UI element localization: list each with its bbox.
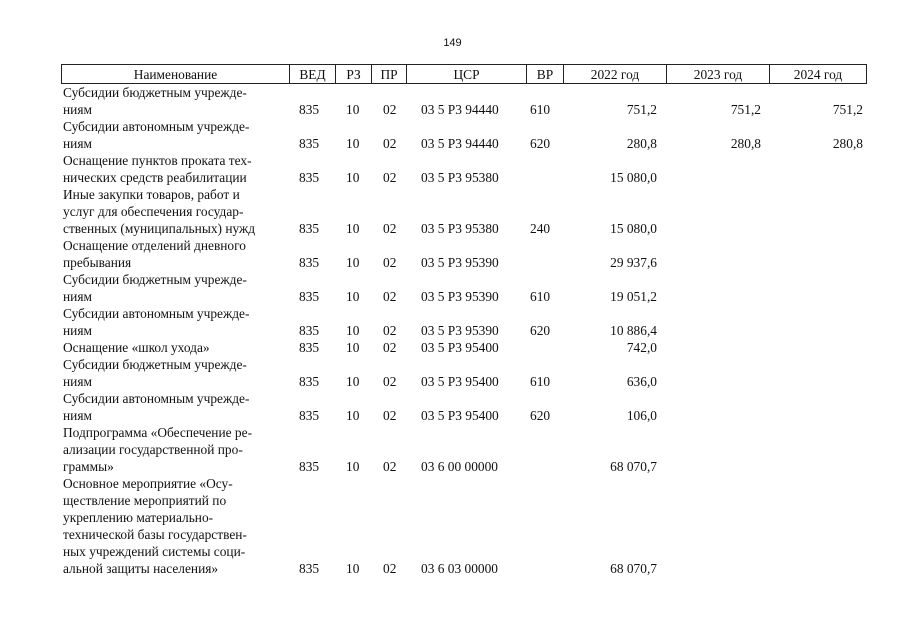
row-name: Оснащение пунктов проката тех- нических средств реабилитации — [63, 153, 252, 185]
row-name: Оснащение отделений дневного пребывания — [63, 238, 246, 270]
row-name: Основное мероприятие «Осу- ществление мероприятий по укреплению материально- технической базы государствен- ных учреждений системы соци- альной защиты населения» — [63, 476, 247, 576]
row-name: Субсидии бюджетным учрежде- ниям — [63, 272, 247, 304]
header-rz: РЗ — [335, 65, 371, 83]
table-row — [0, 152, 905, 186]
cell-y2022: 68 070,7 — [610, 459, 657, 474]
cell-rz: 10 — [346, 170, 360, 185]
cell-pr: 02 — [383, 340, 397, 355]
cell-y2022: 68 070,7 — [610, 561, 657, 576]
header-name: Наименование — [61, 65, 289, 83]
cell-y2022: 106,0 — [626, 408, 657, 423]
cell-pr: 02 — [383, 170, 397, 185]
cell-ved: 835 — [299, 323, 320, 338]
cell-csr: 03 5 Р3 94440 — [421, 136, 499, 151]
row-name: Субсидии бюджетным учрежде- ниям — [63, 357, 247, 389]
table-body — [0, 84, 905, 577]
cell-rz: 10 — [346, 459, 360, 474]
header-2023: 2023 год — [666, 65, 769, 83]
row-name: Подпрограмма «Обеспечение ре- ализации государственной про- граммы» — [63, 425, 253, 474]
cell-vr: 240 — [530, 221, 551, 236]
table-row — [0, 237, 905, 271]
cell-rz: 10 — [346, 289, 360, 304]
header-vr: ВР — [526, 65, 563, 83]
cell-y2022: 19 051,2 — [610, 289, 657, 304]
cell-csr: 03 5 Р3 95400 — [421, 340, 499, 355]
header-2024: 2024 год — [769, 65, 867, 83]
cell-csr: 03 5 Р3 95380 — [421, 170, 499, 185]
table-row — [0, 475, 905, 577]
cell-pr: 02 — [383, 136, 397, 151]
cell-y2022: 15 080,0 — [610, 170, 657, 185]
table-row — [0, 390, 905, 424]
cell-ved: 835 — [299, 170, 320, 185]
cell-ved: 835 — [299, 374, 320, 389]
cell-rz: 10 — [346, 408, 360, 423]
cell-pr: 02 — [383, 323, 397, 338]
cell-y2022: 636,0 — [626, 374, 657, 389]
cell-ved: 835 — [299, 340, 320, 355]
table-row — [0, 271, 905, 305]
cell-csr: 03 5 Р3 95400 — [421, 408, 499, 423]
cell-pr: 02 — [383, 408, 397, 423]
cell-ved: 835 — [299, 221, 320, 236]
header-csr: ЦСР — [406, 65, 526, 83]
cell-csr: 03 6 03 00000 — [421, 561, 498, 576]
row-name: Оснащение «школ ухода» — [63, 340, 210, 355]
header-2022: 2022 год — [563, 65, 666, 83]
cell-y2023: 751,2 — [730, 102, 761, 117]
cell-rz: 10 — [346, 255, 360, 270]
cell-ved: 835 — [299, 102, 320, 117]
row-name: Субсидии автономным учрежде- ниям — [63, 119, 250, 151]
cell-y2022: 742,0 — [626, 340, 657, 355]
cell-csr: 03 5 Р3 95390 — [421, 255, 499, 270]
table-row — [0, 84, 905, 118]
row-name: Субсидии автономным учрежде- ниям — [63, 391, 250, 423]
row-name: Субсидии бюджетным учрежде- ниям — [63, 85, 247, 117]
header-pr: ПР — [371, 65, 406, 83]
cell-ved: 835 — [299, 255, 320, 270]
table-row — [0, 305, 905, 339]
cell-y2022: 10 886,4 — [610, 323, 657, 338]
cell-vr: 620 — [530, 136, 551, 151]
cell-rz: 10 — [346, 136, 360, 151]
cell-vr: 610 — [530, 102, 551, 117]
table-row — [0, 186, 905, 237]
cell-pr: 02 — [383, 255, 397, 270]
cell-ved: 835 — [299, 459, 320, 474]
cell-vr: 610 — [530, 374, 551, 389]
cell-pr: 02 — [383, 289, 397, 304]
table-row — [0, 356, 905, 390]
row-name: Субсидии автономным учрежде- ниям — [63, 306, 250, 338]
cell-rz: 10 — [346, 340, 360, 355]
cell-csr: 03 5 Р3 94440 — [421, 102, 499, 117]
cell-y2022: 29 937,6 — [610, 255, 657, 270]
cell-pr: 02 — [383, 561, 397, 576]
cell-ved: 835 — [299, 561, 320, 576]
cell-ved: 835 — [299, 289, 320, 304]
table-row — [0, 118, 905, 152]
cell-rz: 10 — [346, 374, 360, 389]
table-header — [61, 64, 867, 84]
table-row — [0, 424, 905, 475]
cell-pr: 02 — [383, 221, 397, 236]
cell-csr: 03 5 Р3 95380 — [421, 221, 499, 236]
cell-rz: 10 — [346, 221, 360, 236]
row-name: Иные закупки товаров, работ и услуг для обеспечения государ- ственных (муниципальных) нужд — [63, 187, 256, 236]
cell-csr: 03 5 Р3 95400 — [421, 374, 499, 389]
cell-y2024: 751,2 — [832, 102, 863, 117]
cell-ved: 835 — [299, 408, 320, 423]
cell-rz: 10 — [346, 323, 360, 338]
cell-csr: 03 6 00 00000 — [421, 459, 498, 474]
cell-y2022: 280,8 — [626, 136, 657, 151]
cell-ved: 835 — [299, 136, 320, 151]
cell-rz: 10 — [346, 102, 360, 117]
cell-rz: 10 — [346, 561, 360, 576]
header-ved: ВЕД — [289, 65, 335, 83]
cell-y2022: 751,2 — [626, 102, 657, 117]
cell-pr: 02 — [383, 459, 397, 474]
cell-y2024: 280,8 — [832, 136, 863, 151]
cell-pr: 02 — [383, 102, 397, 117]
table-row — [0, 339, 905, 356]
cell-vr: 610 — [530, 289, 551, 304]
cell-y2023: 280,8 — [730, 136, 761, 151]
cell-vr: 620 — [530, 408, 551, 423]
cell-csr: 03 5 Р3 95390 — [421, 289, 499, 304]
page-number: 149 — [443, 37, 462, 49]
cell-pr: 02 — [383, 374, 397, 389]
cell-y2022: 15 080,0 — [610, 221, 657, 236]
cell-vr: 620 — [530, 323, 551, 338]
cell-csr: 03 5 Р3 95390 — [421, 323, 499, 338]
